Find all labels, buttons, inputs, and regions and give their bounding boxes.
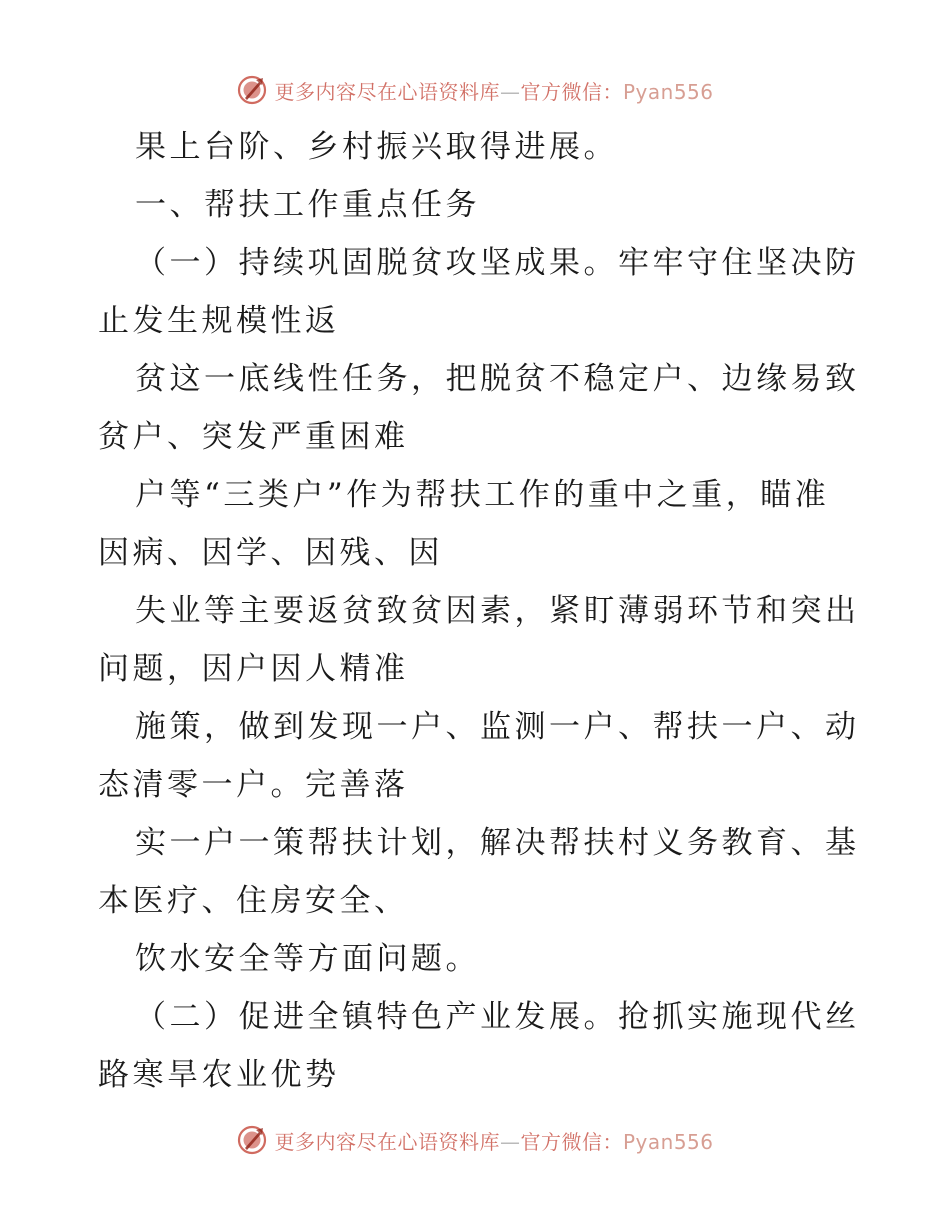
text-line: 户等“三类户”作为帮扶工作的重中之重，瞄准	[135, 477, 830, 513]
watermark-text	[274, 1126, 713, 1155]
text-line: 因病、因学、因残、因	[98, 535, 443, 571]
text-line: 贫户、突发严重困难	[98, 419, 409, 455]
watermark-wechat-label: 官方微信：	[520, 1129, 623, 1154]
section-heading: 一、帮扶工作重点任务	[135, 187, 480, 223]
watermark-slogan: 更多内容尽在心语资料库	[274, 1129, 500, 1154]
text-line: 失业等主要返贫致贫因素，紧盯薄弱环节和突出	[135, 593, 860, 629]
text-line: 止发生规模性返	[98, 303, 340, 339]
text-line: 本医疗、住房安全、	[98, 883, 409, 919]
text-line: 态清零一户。完善落	[98, 767, 409, 803]
text-line: 果上台阶、乡村振兴取得进展。	[135, 129, 618, 165]
text-line: （一）持续巩固脱贫攻坚成果。牢牢守住坚决防	[135, 245, 860, 281]
text-line: 饮水安全等方面问题。	[135, 941, 480, 977]
watermark-wechat-id: Pyan556	[622, 1129, 714, 1154]
watermark-wechat-label: 官方微信：	[520, 79, 623, 104]
header-watermark	[0, 70, 950, 110]
watermark-dash: —	[499, 79, 521, 104]
text-line: 实一户一策帮扶计划，解决帮扶村义务教育、基	[135, 825, 860, 861]
document-body	[98, 118, 858, 1104]
text-line: 路寒旱农业优势	[98, 1057, 340, 1093]
watermark-wechat-id: Pyan556	[622, 79, 714, 104]
footer-watermark	[0, 1120, 950, 1160]
text-line: 问题，因户因人精准	[98, 651, 409, 687]
watermark-slogan: 更多内容尽在心语资料库	[274, 79, 500, 104]
watermark-dash: —	[499, 1129, 521, 1154]
quill-seal-icon	[236, 74, 268, 106]
quill-seal-icon	[236, 1124, 268, 1156]
text-line: 施策，做到发现一户、监测一户、帮扶一户、动	[135, 709, 860, 745]
text-line: 贫这一底线性任务，把脱贫不稳定户、边缘易致	[135, 361, 860, 397]
text-line: （二）促进全镇特色产业发展。抢抓实施现代丝	[135, 999, 860, 1035]
watermark-text	[274, 76, 713, 105]
